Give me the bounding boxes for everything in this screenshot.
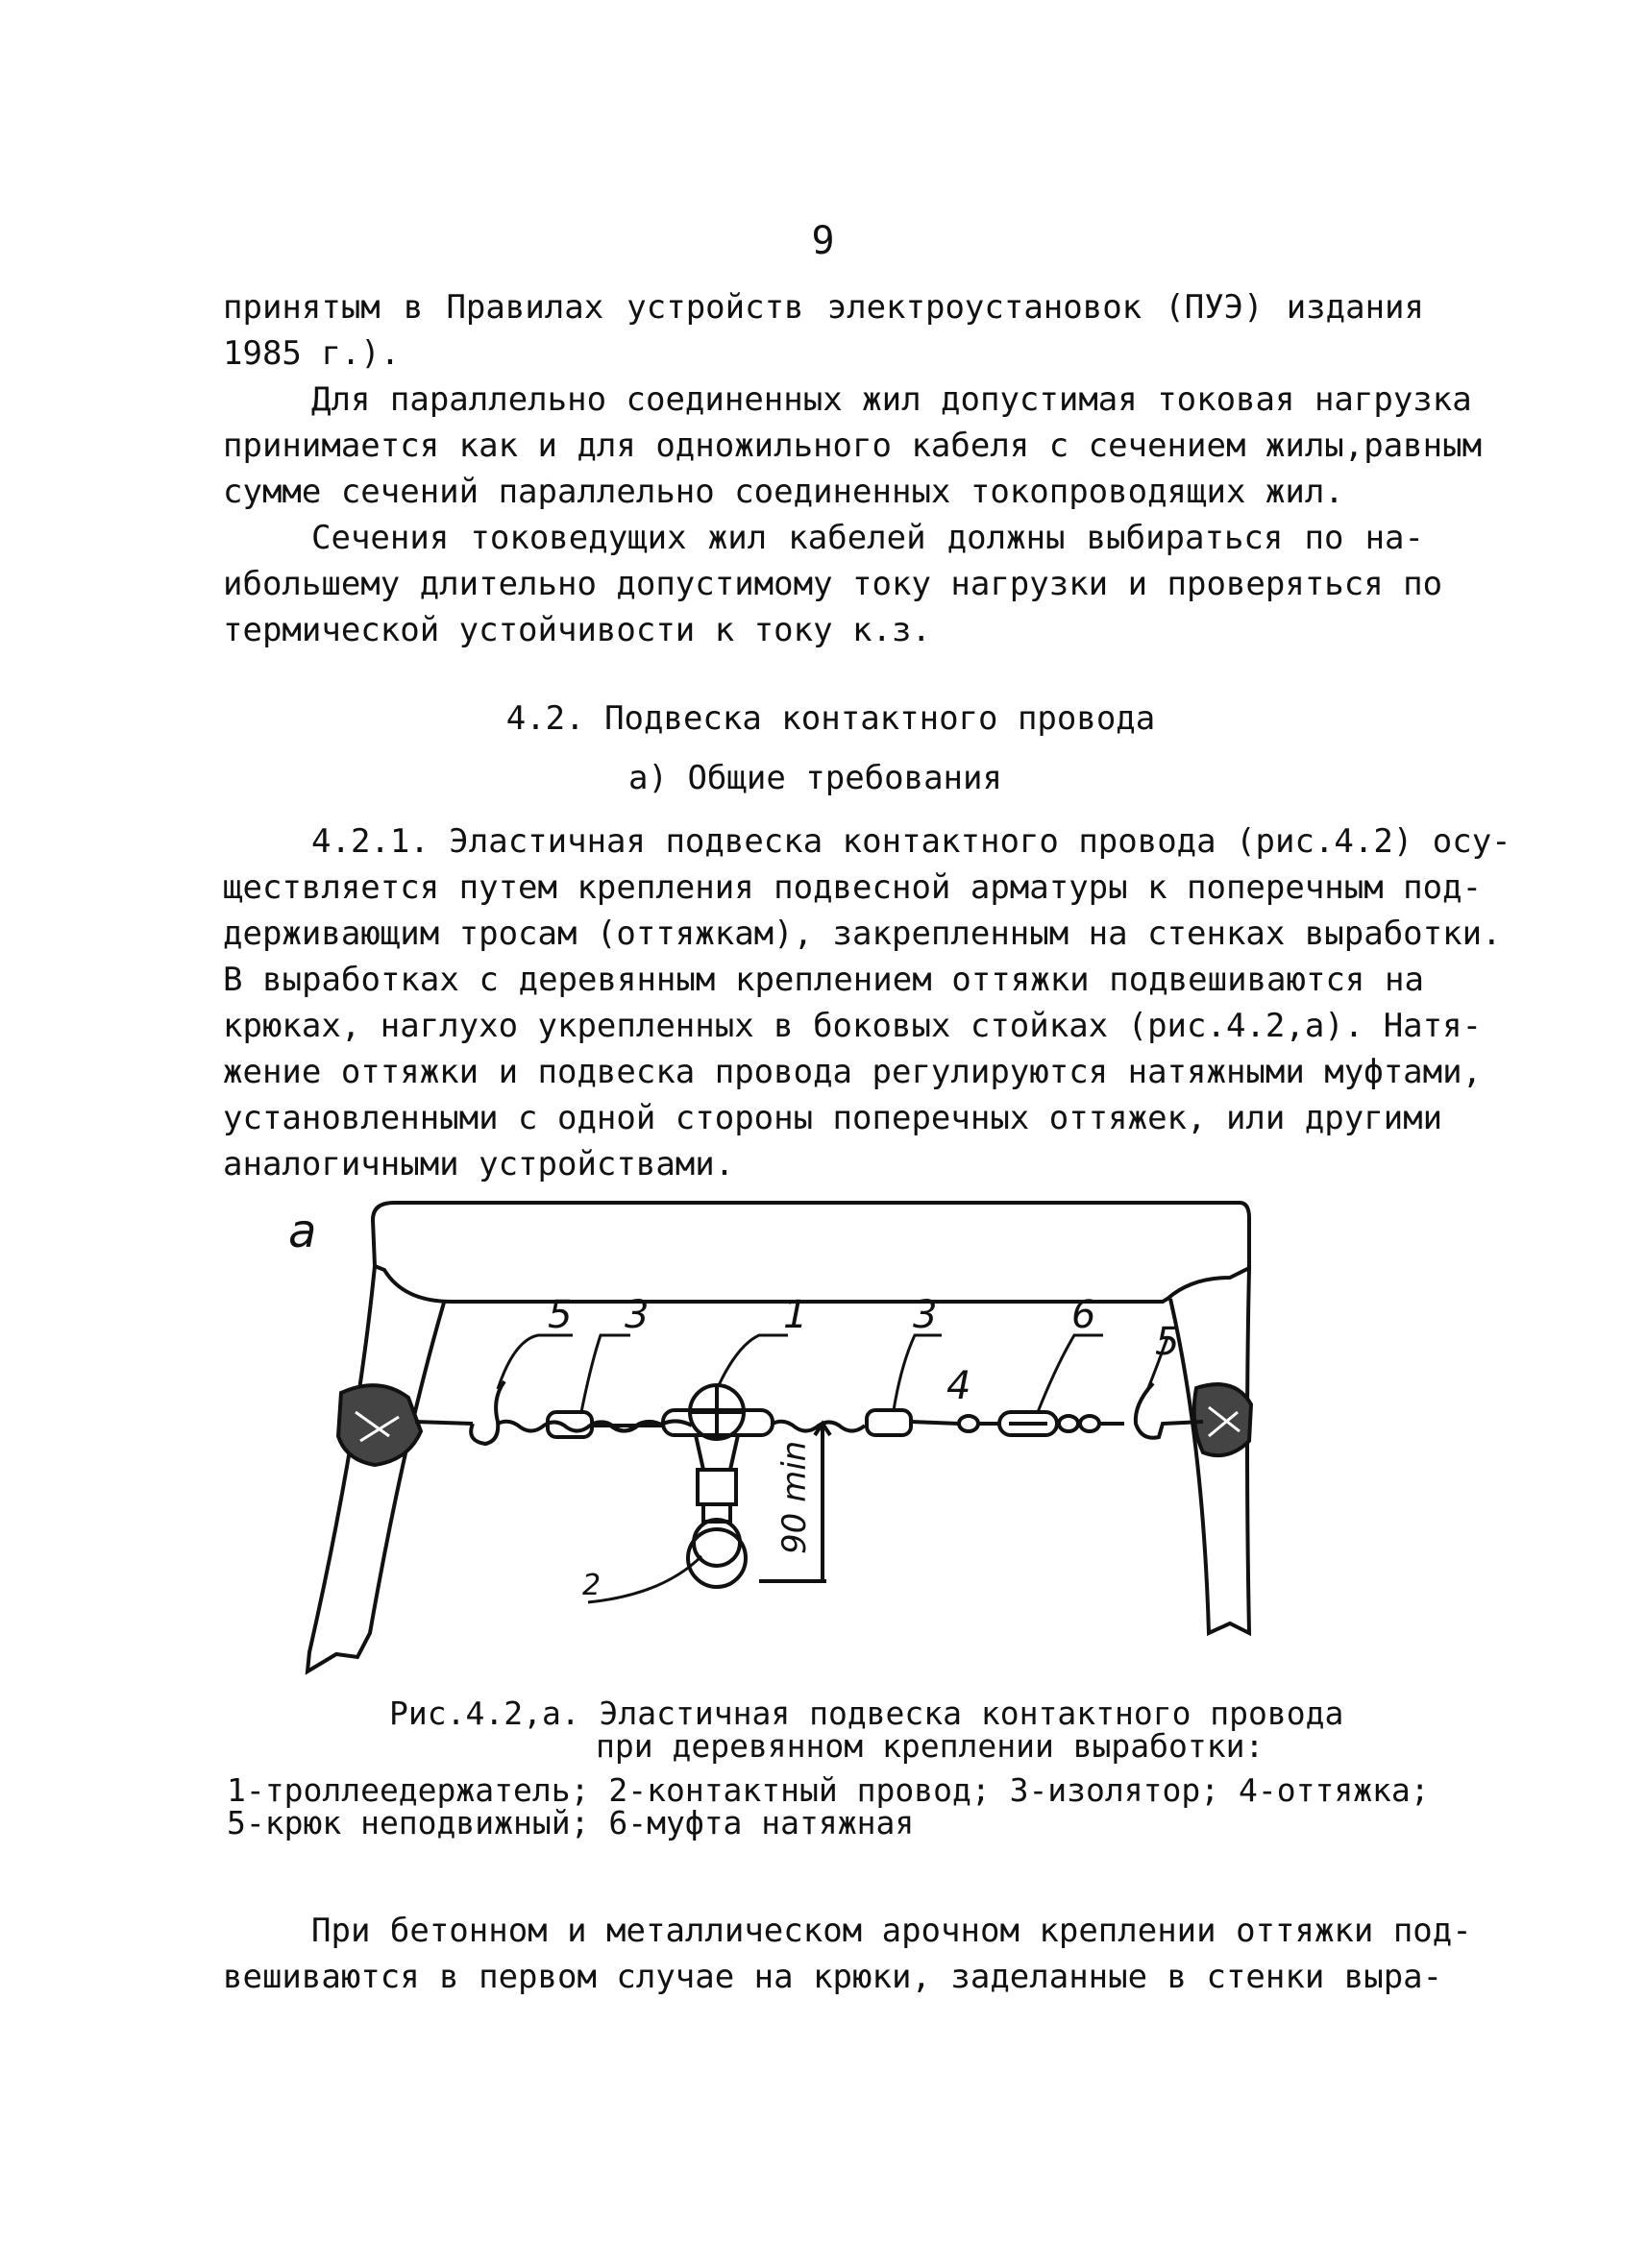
cap-beam [373, 1203, 1249, 1302]
section-heading: 4.2. Подвеска контактного провода [505, 699, 1156, 738]
text-line: установленными с одной стороны поперечных оттяжек, или другими [223, 1099, 1443, 1137]
dimension-label: 90 min [775, 1440, 814, 1554]
text-line: 1985 г.). [223, 334, 401, 373]
callouts [498, 1335, 1167, 1602]
callout-6: 6 [1071, 1293, 1096, 1337]
callout-5-left: 5 [548, 1293, 573, 1337]
panel-label: а [288, 1205, 317, 1258]
callout-2: 2 [582, 1569, 602, 1602]
text-line: термической устойчивости к току к.з. [223, 611, 931, 649]
tie-link [959, 1416, 978, 1431]
callout-5-right: 5 [1155, 1320, 1180, 1364]
text-line: При бетонном и металлическом арочном креплении оттяжки под- [311, 1912, 1472, 1950]
figure-legend-line: 1-троллеедержатель; 2-контактный провод; 3-изолятор; 4-оттяжка; [227, 1771, 1430, 1809]
left-anchor-rod [415, 1422, 473, 1424]
left-wall-anchor [338, 1385, 421, 1465]
page-number: 9 [811, 219, 835, 263]
callout-3-left: 3 [625, 1293, 650, 1337]
figure-caption-subtitle: при деревянном креплении выработки: [596, 1727, 1265, 1765]
figure-caption-title: Рис.4.2,а. Эластичная подвеска контактного провода [389, 1695, 1344, 1732]
insulator-right [867, 1410, 911, 1435]
callout-4: 4 [946, 1364, 971, 1408]
subsection-heading: а) Общие требования [628, 759, 1002, 797]
figure-legend-line: 5-крюк неподвижный; 6-муфта натяжная [227, 1804, 915, 1841]
text-line: принимается как и для одножильного кабеля с сечением жилы,равным [223, 427, 1483, 465]
text-line: аналогичными устройствами. [223, 1145, 735, 1183]
contact-wire-section [688, 1529, 746, 1587]
left-fixed-hook [471, 1381, 504, 1444]
paragraph-concrete-support [223, 1908, 1472, 2000]
text-line: ществляется путем крепления подвесной арматуры к поперечным под- [223, 868, 1483, 907]
trolley-holder [663, 1385, 773, 1587]
callout-1: 1 [783, 1293, 808, 1337]
text-line: вешиваются в первом случае на крюки, заделанные в стенки выра- [223, 1958, 1443, 1996]
text-line: держивающим тросам (оттяжкам), закрепленным на стенках выработки. [223, 915, 1502, 953]
text-line: 4.2.1. Эластичная подвеска контактного провода (рис.4.2) осу- [311, 822, 1511, 861]
text-line: В выработках с деревянным креплением оттяжки подвешиваются на [223, 961, 1424, 999]
text-line: сумме сечений параллельно соединенных токопроводящих жил. [223, 473, 1344, 511]
tensioning-sleeve [999, 1412, 1057, 1435]
text-line: Для параллельно соединенных жил допустимая токовая нагрузка [311, 380, 1472, 419]
left-timber-post [307, 1266, 444, 1671]
text-line: принятым в Правилах устройств электроустановок (ПУЭ) издания [223, 288, 1424, 327]
text-line: ибольшему длительно допустимому току нагрузки и проверяться по [223, 565, 1443, 603]
text-line: Сечения токоведущих жил кабелей должны выбираться по на- [311, 519, 1424, 557]
callout-3-right: 3 [913, 1293, 938, 1337]
insulator-left [548, 1412, 592, 1437]
text-line: жение оттяжки и подвеска провода регулируются натяжными муфтами, [223, 1053, 1483, 1091]
text-line: крюках, наглухо укрепленных в боковых стойках (рис.4.2,а). Натя- [223, 1007, 1483, 1045]
